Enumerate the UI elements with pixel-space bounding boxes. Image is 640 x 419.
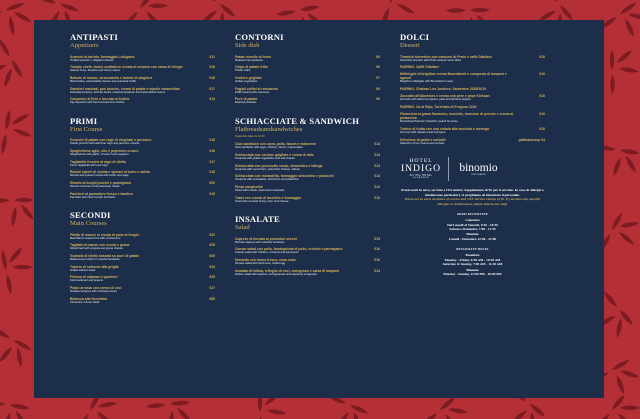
menu-item [70, 149, 215, 157]
item-price: €20 [209, 181, 215, 185]
item-price: €18 [209, 138, 215, 143]
section-title: DOLCI [400, 32, 430, 42]
logo-text: FLORENCE [413, 177, 429, 179]
item-description: Burrata caprese with sundried tomatoes [235, 239, 285, 244]
section-title: SECONDI [70, 210, 111, 221]
item-name: PAIRING: Chateau Les Justices, Sauternes 2018/2019 [400, 87, 486, 92]
menu-item [235, 142, 380, 150]
menu-section-antipasti [70, 33, 215, 105]
section-subtitle: Appetizers [70, 42, 99, 49]
menu-panel [34, 20, 604, 398]
menu-item [70, 138, 215, 146]
item-description: Grilled salmon steak [70, 267, 96, 272]
item-description: Porcini mushroom and parmesan risotto [70, 184, 120, 188]
item-name: Frittura di calamari e gamberi [70, 275, 118, 280]
item-price: €14 [374, 163, 380, 168]
item-price: €16 [209, 191, 215, 196]
item-price: €16 [374, 258, 380, 263]
item-name: Schiacciata con verdure grigliate e crema di latte [235, 152, 314, 157]
menu-item [400, 55, 545, 63]
section-subtitle: Salad [235, 224, 250, 232]
item-name: Polpo arrosto con crema di ceci [70, 286, 122, 291]
item-name: Risotto ai funghi porcini e parmigiano [70, 181, 132, 185]
item-price: €24 [209, 264, 215, 269]
menu-item [400, 72, 545, 84]
menu-item [400, 65, 545, 69]
item-description: Beef fillet in bread crust with mushrooms [70, 235, 121, 240]
item-price: €11 [209, 54, 215, 59]
logo-text: HOTEL [409, 158, 433, 164]
menu-section-primi [70, 117, 215, 199]
menu-item [235, 269, 380, 277]
item-price: €7 [376, 75, 380, 80]
item-description: Brigidino millefoglie with Buontalenti cream [400, 79, 454, 84]
item-name: Bistecca alla fiorentina [70, 296, 107, 301]
item-name: Tagliata di manzo con rucola e grana [70, 243, 130, 248]
menu-item [70, 192, 215, 200]
item-description: Nicoise salad with fresh tuna, boiled egg [235, 261, 286, 266]
item-name: Carpaccio di fichi e burrata di Andria [70, 97, 130, 102]
hours-line: Saturday & Sunday, 7:00 AM - 11:30 AM [442, 262, 503, 267]
item-price: €26 [209, 254, 215, 259]
item-price: €6 [376, 54, 380, 59]
policy-english: Prices are in euro, inclusive of service and VAT. Service charge of 5€. If you have any specific allergies or intolerances, please inform our staff. [404, 197, 541, 206]
menu-item [235, 76, 380, 84]
item-name: Club sandwich con uova, pollo, bacon e maionese [235, 142, 317, 147]
item-name: Gnocchi di patate con ragù di cinghiale e pecorino [70, 138, 152, 143]
item-description: Florentine T-bone steak [70, 299, 100, 304]
menu-item [70, 160, 215, 168]
logo-text: AN IHG HOTEL [409, 174, 433, 177]
item-name: PAIRING: Ca di Rajo, Torchiato di Fregona 2016 [400, 104, 477, 109]
restaurant-hours-english [400, 248, 545, 276]
hours-title: RESTAURANT HOURS [456, 248, 489, 252]
menu-item [70, 181, 215, 189]
menu-section-secondi [70, 211, 215, 304]
menu-item [70, 55, 215, 63]
item-name: Tiramisù fiorentino con cantucci di Prato e caffè Ditaliani [400, 54, 492, 59]
section-title: CONTORNI [235, 32, 284, 42]
item-name: Verdure grigliate [235, 75, 262, 80]
logo-divider [448, 157, 449, 181]
binomio-logo [455, 162, 503, 177]
restaurant-hours-italian [400, 213, 545, 241]
item-description: Focaccia with mortadella, stracchino and pistachios [235, 177, 299, 182]
item-price: €10 [539, 54, 545, 59]
section-title: ANTIPASTI [70, 32, 118, 42]
menu-item [235, 97, 380, 105]
item-name: Guancia di vitello brasata su purè di patate [70, 254, 140, 259]
brand-logos [400, 157, 545, 181]
item-name: Spaghettone aglio, olio e peperone crusco [70, 148, 139, 153]
item-description: Sliced beef with arugula and grana cheese [70, 246, 123, 251]
item-description: Braised veal cheek on mashed potatoes [70, 257, 120, 262]
item-price: €15 [374, 236, 380, 241]
menu-item [235, 196, 380, 204]
hours-block-name: Colazione [465, 218, 480, 223]
menu-section-insalate [235, 215, 380, 276]
menu-item [235, 185, 380, 193]
item-name: Tomato chefs: tonno scottato in crosta di sesamo con salsa di ciliegie [70, 65, 183, 70]
menu-column [70, 33, 215, 398]
menu-item [235, 87, 380, 95]
item-name: Tortino di frutta con una ciotola alla nocciola e meringa [400, 126, 490, 131]
logo-text: RISTORANTE [471, 173, 486, 176]
item-name: Caprese di burrata al pomodori secchi [235, 236, 297, 241]
hours-line: Monday - Friday, 6:30 AM - 10:30 AM [444, 257, 501, 262]
item-price: €17 [209, 159, 215, 164]
menu-item [70, 87, 215, 95]
item-description: Marinated prawns, brioche bread, creamed potatoes and caramelized onions [70, 89, 166, 94]
item-description: Buckwheat financier, hazelnut, peach brunoise [400, 119, 458, 124]
item-name: Purè di patate [235, 97, 258, 102]
item-name: Millefoglie di brigidine crema Buontalenti e composta di lamponi e agrumi [400, 72, 507, 81]
menu-column [400, 33, 545, 398]
item-name: Financiera al grano Saraceno, nocciole, brunoise di pesche e crema al pistacchio [400, 112, 514, 121]
item-description: Roasted octopus with chickpea cream [70, 289, 118, 294]
menu-section-contorni [235, 33, 380, 105]
menu-section-dolci [400, 33, 545, 145]
item-description: Spaghettone with garlic, oil and crusco peppers [70, 151, 129, 156]
item-price: €6 [376, 65, 380, 70]
item-description: Pinsa with tomato, basil and mozzarella [235, 188, 285, 192]
item-description: Potato chips [235, 68, 251, 73]
hours-line: Lunedì - Domenica 12:00 - 22:00 [448, 236, 497, 241]
item-description: Florentine tiramisù with Prato cantucci and coffee [400, 57, 462, 62]
section-subtitle: First Course [70, 125, 103, 133]
item-name: Zuccotto all'Alkermes e crema con pere e pepe Sichuan [400, 94, 490, 99]
menu-item [235, 65, 380, 73]
menu-item [70, 265, 215, 273]
menu-item [235, 237, 380, 245]
item-name: Selezione di gelati e sorbetti [400, 137, 446, 142]
menu-item [70, 233, 215, 241]
hours-block-name: Binomio [466, 232, 479, 237]
item-price: €14 [374, 142, 380, 147]
item-description: Seared Tuna, Sesame and cherry sauce [70, 68, 121, 73]
item-name: Trancio di salmone alla griglia [70, 264, 119, 269]
item-name: Pinsa margherita [235, 185, 263, 189]
hours-line: Dal Lunedì al Venerdì, 6:30 - 10:30 [447, 222, 498, 227]
item-description: Zolfini beans with rosemary [235, 89, 270, 94]
item-description: Toast with smoked turkey, ham and cheese [235, 198, 289, 203]
item-name: Patate novelle al forno [235, 54, 272, 59]
item-name: Arancini al tartufo, formaggio Lodigiano [70, 54, 135, 59]
hours-block-name: Binomio [466, 267, 479, 272]
item-price: €14 [374, 268, 380, 273]
item-price: €10 [539, 72, 545, 77]
section-subtitle: Side dish [235, 42, 260, 49]
menu-item [70, 76, 215, 84]
item-description: Beef tartare, stracciatella cheese and seasonal truffle [70, 78, 136, 83]
item-description: Grilled vegetables [235, 78, 258, 83]
menu-item [235, 55, 380, 63]
item-description: Paccheri with fresh tomato and basil [70, 194, 115, 199]
menu-item [400, 87, 545, 91]
item-name: Paccheri al pomodoro fresco e basilico [70, 191, 134, 196]
item-price: €6 [376, 86, 380, 91]
section-title: PRIMI [70, 115, 98, 126]
item-price: €16 [374, 247, 380, 252]
menu-column [235, 33, 380, 398]
item-price: €28 [209, 243, 215, 248]
item-description: Mashed potatoes [235, 100, 257, 105]
section-title: INSALATE [235, 214, 280, 225]
item-name: Nizzarda con tonno fresco, uova sode [235, 258, 297, 263]
item-price: €6 [376, 97, 380, 102]
item-price: €18 [209, 170, 215, 175]
hours-line: Monday - Sunday, 12:00 PM - 10:00 PM [443, 272, 502, 277]
section-subtitle: Dessert [400, 42, 420, 49]
item-price: €10 [539, 126, 545, 131]
pricing-policy [400, 188, 545, 206]
item-price: €14 [374, 152, 380, 157]
logo-text: binomio [459, 161, 498, 174]
menu-item [70, 275, 215, 283]
item-description: Fried calamari and prawns [70, 278, 103, 283]
hotel-indigo-logo [400, 158, 442, 180]
item-price: €10 [539, 94, 545, 99]
menu-item [400, 138, 545, 146]
item-name: Filetto di manzo in crosta di pane ai funghi [70, 232, 139, 237]
hours-line: Sabato e Domenica, 7:00 - 11:30 [449, 226, 496, 231]
hours-title: ORARI RISTORANTE [456, 213, 489, 216]
section-subtitle: Flatbreadsandsandwiches [235, 125, 303, 133]
item-name: Toast con crosta di tacchino e formaggio [235, 195, 302, 200]
menu-item [235, 153, 380, 161]
section-note: Disponibili dalle ore 11:30 [235, 135, 265, 139]
item-name: Schiacciata con prosciutto crudo, stracchino e lattuga [235, 163, 323, 168]
item-price: €10 [374, 195, 380, 200]
menu-item [70, 286, 215, 294]
item-description: Ricotta and spinach ravioli with butter and sage [70, 173, 129, 178]
item-description: Endive salad with walnuts, pomegranate and raspberry vinaigrette [235, 271, 317, 276]
item-description: Focaccia with cured ham, stracchino cheese, lettuce [235, 166, 300, 171]
menu-item [235, 258, 380, 266]
item-description: Focaccia with grilled vegetables and soft cheese [235, 155, 296, 160]
item-name: PAIRING: Caffè Ditaliani [400, 65, 439, 70]
item-description: Truffled arancini, Lodigiano cheese [70, 57, 114, 62]
item-name: Caesar salad con pollo, fondoghiota di pollo, crostini e parmigiano [235, 247, 343, 252]
item-price: €18 [209, 75, 215, 80]
item-price: €14 [209, 97, 215, 102]
item-price: €10 [539, 112, 545, 117]
menu-item [400, 105, 545, 109]
hours-block-name: Breakfast [465, 253, 480, 258]
menu-item [70, 297, 215, 305]
menu-item [70, 65, 215, 73]
item-price: €25 [209, 275, 215, 280]
menu-item [70, 97, 215, 105]
item-description: Zuccotto with Alkermes liqueur, pear and Sichuan pepper [400, 97, 471, 102]
item-price: €32 [209, 232, 215, 237]
section-title: SCHIACCIATE & SANDWICH [235, 115, 360, 126]
logo-text: INDIGO [400, 163, 442, 174]
item-description: Club sandwich with eggs, chicken, bacon, mayonnaise [235, 145, 303, 150]
item-price: €17 [209, 86, 215, 91]
item-name: Gamberi marinati, pan brioche, crema di patate e cipolle caramellate [70, 86, 180, 91]
item-name: Chips di patate fritte [235, 65, 268, 70]
item-description: Fig carpaccio with fresh burrata from Andria [70, 100, 125, 105]
menu-section-schiacciate [235, 117, 380, 203]
item-price: €16 [209, 148, 215, 153]
item-name: Insalata di indivia, trifoglio di noci, melograno e salsa di lamponi [235, 268, 339, 273]
menu-item [400, 112, 545, 124]
item-name: Tagliatelle fresche al ragù di vitello [70, 159, 127, 164]
menu-item [70, 254, 215, 262]
item-description: Caesar salad with chicken, croutons and parmesan [235, 250, 299, 255]
item-name: Schiacciata con mortadella, formaggio stracchino e pistacchi [235, 174, 334, 179]
section-subtitle: Main Courses [70, 220, 107, 228]
menu-item [400, 94, 545, 102]
item-description: Fruit tart with hazelnut and meringue [400, 129, 446, 134]
item-price: pallina/scoop €4 [518, 137, 545, 142]
policy-italian: Prezzi netti in euro, servizio e IVA inclusi. Supplemento di 5€ per il servizio. In caso di allergie o intolleranze particolari, vi preghiamo di informare il personale. [401, 188, 544, 197]
item-price: €12 [374, 185, 380, 189]
item-price: €16 [209, 65, 215, 70]
item-price: €65 [209, 296, 215, 301]
item-description: Potato gnocchi with wild boar ragù and pecorino cheese [70, 141, 140, 146]
menu-item [70, 243, 215, 251]
item-name: Ravioli ripieni di ricotta e spinaci al burro e salvia [70, 170, 150, 175]
item-name: Fagioli zolfini al rosmarino [235, 86, 278, 91]
item-description: Selection of ice creams and sorbets [400, 140, 445, 145]
item-price: €14 [374, 174, 380, 179]
menu-item [400, 127, 545, 135]
item-description: Fresh tagliatelle with veal ragù [70, 162, 108, 167]
menu-item [70, 170, 215, 178]
item-price: €27 [209, 286, 215, 291]
menu-item [235, 247, 380, 255]
menu-item [235, 164, 380, 172]
item-name: Battuto di manzo, stracciatella e tartufo di stagione [70, 75, 153, 80]
item-description: Roasted new potatoes [235, 57, 263, 62]
menu-item [235, 174, 380, 182]
